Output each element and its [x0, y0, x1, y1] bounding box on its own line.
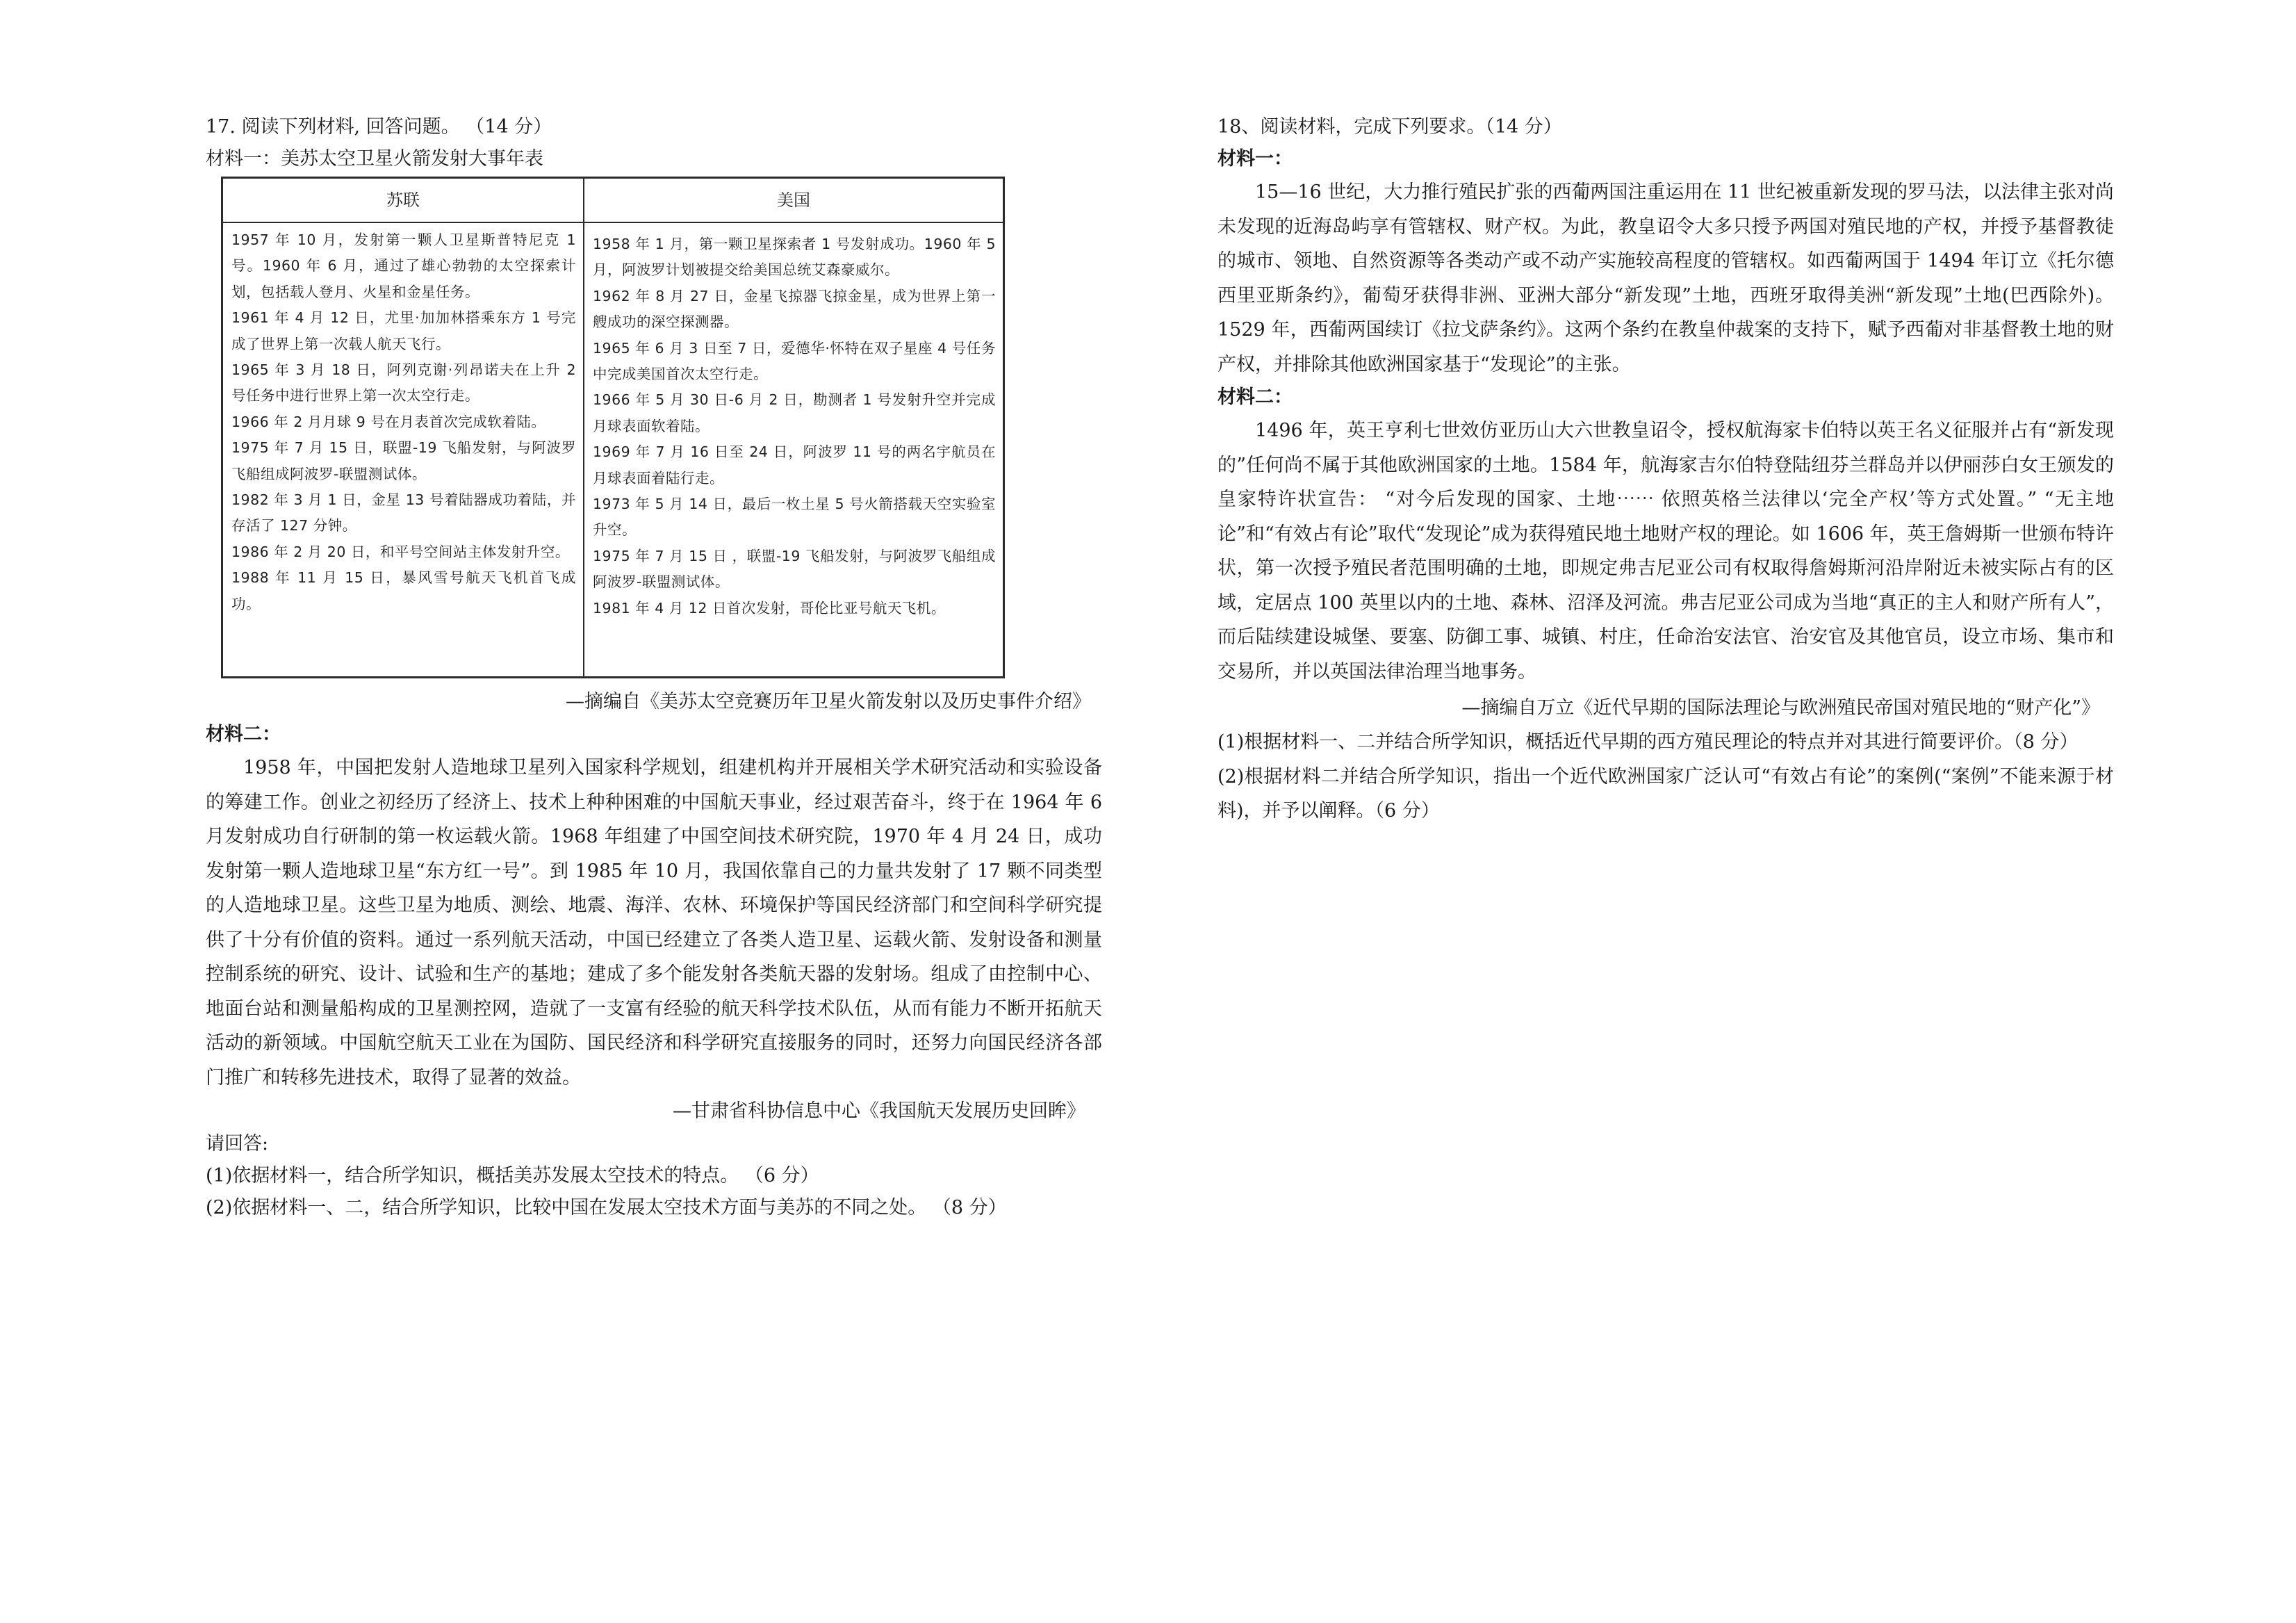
- q18-material1-text: 15—16 世纪，大力推行殖民扩张的西葡两国注重运用在 11 世纪被重新发现的罗马法，以法律主张对尚未发现的近海岛屿享有管辖权、财产权。为此，教皇诏令大多只授予两国对殖民地的产权，并授予基督教徒的城市、领地、自然资源等各类动产或不动产实施较高程度的管辖权。如西葡两国于 1494 年订立《托尔德西里亚斯条约》，葡萄牙获得非洲、亚洲大部分“新发现”土地，西班牙取得美洲“新发现”土地(巴西除外)。1529 年，西葡两国续订《拉戈萨条约》。这两个条约在教皇仲裁案的支持下，赋予西葡对非基督教土地的财产权，并排除其他欧洲国家基于“发现论”的主张。: [1217, 181, 2114, 375]
- usa-event: 1965 年 6 月 3 日至 7 日，爱德华·怀特在双子星座 4 号任务中完成美国首次太空行走。: [593, 339, 996, 383]
- ussr-event: 1965 年 3 月 18 日，阿列克谢·列昂诺夫在上升 2 号任务中进行世界上第一次太空行走。: [231, 361, 576, 405]
- ussr-event: 1957 年 10 月，发射第一颗人卫星斯普特尼克 1 号。1960 年 6 月，通过了雄心勃勃的太空探索计划，包括载人登月、火星和金星任务。: [231, 231, 576, 300]
- question-18: [1217, 111, 2114, 829]
- table-column-divider: [583, 222, 584, 676]
- q17-material2-text: 1958 年，中国把发射人造地球卫星列入国家科学规划，组建机构并开展相关学术研究活动和实验设备的筹建工作。创业之初经历了经济上、技术上种种困难的中国航天事业，经过艰苦奋斗，终于在 1964 年 6 月发射成功自行研制的第一枚运载火箭。1968 年组建了中国空间技术研究院，1970 年 4 月 24 日，成功发射第一颗人造地球卫星“东方红一号”。到 1985 年 10 月，我国依靠自己的力量共发射了 17 颗不同类型的人造地球卫星。这些卫星为地质、测绘、地震、海洋、农林、环境保护等国民经济部门和空间科学研究提供了十分有价值的资料。通过一系列航天活动，中国已经建立了各类人造卫星、运载火箭、发射设备和测量控制系统的研究、设计、试验和生产的基地；建成了多个能发射各类航天器的发射场。组成了由控制中心、地面台站和测量船构成的卫星测控网，造就了一支富有经验的航天科学技术队伍，从而有能力不断开拓航天活动的新领域。中国航空航天工业在为国防、国民经济和科学研究直接服务的同时，还努力向国民经济各部门推广和转移先进技术，取得了显著的效益。: [206, 757, 1102, 1088]
- q17-subquestion-2: (2)依据材料一、二，结合所学知识，比较中国在发展太空技术方面与美苏的不同之处。 （8 分）: [206, 1197, 1007, 1218]
- ussr-event: 1975 年 7 月 15 日，联盟-19 飞船发射，与阿波罗飞船组成阿波罗-联盟测试体。: [231, 439, 576, 482]
- q18-material2-text: 1496 年，英王亨利七世效仿亚历山大六世教皇诏令，授权航海家卡伯特以英王名义征服并占有“新发现的”任何尚不属于其他欧洲国家的土地。1584 年，航海家吉尔伯特登陆纽芬兰群岛并以伊丽莎白女王颁发的皇家特许状宣告： “对今后发现的国家、土地⋯⋯ 依照英格兰法律以‘完全产权’等方式处置。” “无主地论”和“有效占有论”取代“发现论”成为获得殖民地土地财产权的理论。如 1606 年，英王詹姆斯一世颁布特许状，第一次授予殖民者范围明确的土地，即规定弗吉尼亚公司有权取得詹姆斯河沿岸附近未被实际占有的区域，定居点 100 英里以内的土地、森林、沼泽及河流。弗吉尼亚公司成为当地“真正的主人和财产所有人”，而后陆续建设城堡、要塞、防御工事、城镇、村庄，任命治安法官、治安官及其他官员，设立市场、集市和交易所，并以英国法律治理当地事务。: [1217, 420, 2114, 683]
- q18-subquestion-2: (2)根据材料二并结合所学知识，指出一个近代欧洲国家广泛认可“有效占有论”的案例(“案例”不能来源于材料)，并予以阐释。（6 分）: [1217, 765, 2114, 822]
- usa-event: 1981 年 4 月 12 日首次发射，哥伦比亚号航天飞机。: [593, 599, 946, 617]
- usa-event: 1975 年 7 月 15 日 ，联盟-19 飞船发射，与阿波罗飞船组成阿波罗-联盟测试体。: [593, 547, 996, 591]
- q17-subquestion-1: (1)依据材料一，结合所学知识，概括美苏发展太空技术的特点。 （6 分）: [206, 1165, 819, 1186]
- q18-subquestion-1: (1)根据材料一、二并结合所学知识，概括近代早期的西方殖民理论的特点并对其进行简要评价。（8 分）: [1217, 731, 2078, 753]
- q18-material2-source: —摘编自万立《近代早期的国际法理论与欧洲殖民帝国对殖民地的“财产化”》: [1461, 697, 2100, 719]
- q18-header: 18、阅读材料，完成下列要求。（14 分）: [1217, 116, 1562, 138]
- q17-header: 17. 阅读下列材料, 回答问题。 （14 分）: [206, 116, 552, 138]
- question-17: [206, 111, 1102, 1224]
- q17-material1-title: 材料一：美苏太空卫星火箭发射大事年表: [206, 148, 543, 170]
- ussr-event: 1961 年 4 月 12 日，尤里·加加林搭乘东方 1 号完成了世界上第一次载人航天飞行。: [231, 309, 576, 352]
- launch-chronology-table: [221, 177, 1005, 678]
- q17-material2-title: 材料二：: [206, 724, 281, 745]
- usa-event: 1973 年 5 月 14 日，最后一枚土星 5 号火箭搭载天空实验室升空。: [593, 496, 996, 539]
- table-header-usa: 美国: [777, 190, 810, 210]
- q17-ask: 请回答:: [206, 1133, 269, 1155]
- usa-event: 1966 年 5 月 30 日-6 月 2 日，勘测者 1 号发射升空并完成月球表面软着陆。: [593, 391, 996, 434]
- q17-material2-source: —甘肃省科协信息中心《我国航天发展历史回眸》: [673, 1100, 1085, 1122]
- table-cell-usa: [593, 231, 996, 621]
- table-header-ussr: 苏联: [223, 179, 584, 222]
- usa-event: 1962 年 8 月 27 日，金星飞掠器飞掠金星，成为世界上第一艘成功的深空探测器。: [593, 287, 996, 331]
- table-cell-ussr: [231, 227, 576, 617]
- q18-material1-title: 材料一：: [1217, 148, 1293, 170]
- ussr-event: 1986 年 2 月 20 日，和平号空间站主体发射升空。: [231, 543, 570, 560]
- ussr-event: 1966 年 2 月月球 9 号在月表首次完成软着陆。: [231, 413, 546, 430]
- usa-event: 1969 年 7 月 16 日至 24 日，阿波罗 11 号的两名宇航员在月球表面着陆行走。: [593, 443, 996, 487]
- usa-event: 1958 年 1 月，第一颗卫星探索者 1 号发射成功。1960 年 5 月，阿波罗计划被提交给美国总统艾森豪威尔。: [593, 236, 996, 279]
- ussr-event: 1988 年 11 月 15 日，暴风雪号航天飞机首飞成功。: [231, 569, 576, 612]
- ussr-event: 1982 年 3 月 1 日，金星 13 号着陆器成功着陆，并存活了 127 分钟。: [231, 491, 576, 535]
- q18-material2-title: 材料二：: [1217, 386, 1293, 408]
- table-header-row: [223, 179, 1003, 223]
- q17-material1-source: —摘编自《美苏太空竞赛历年卫星火箭发射以及历史事件介绍》: [566, 691, 1091, 712]
